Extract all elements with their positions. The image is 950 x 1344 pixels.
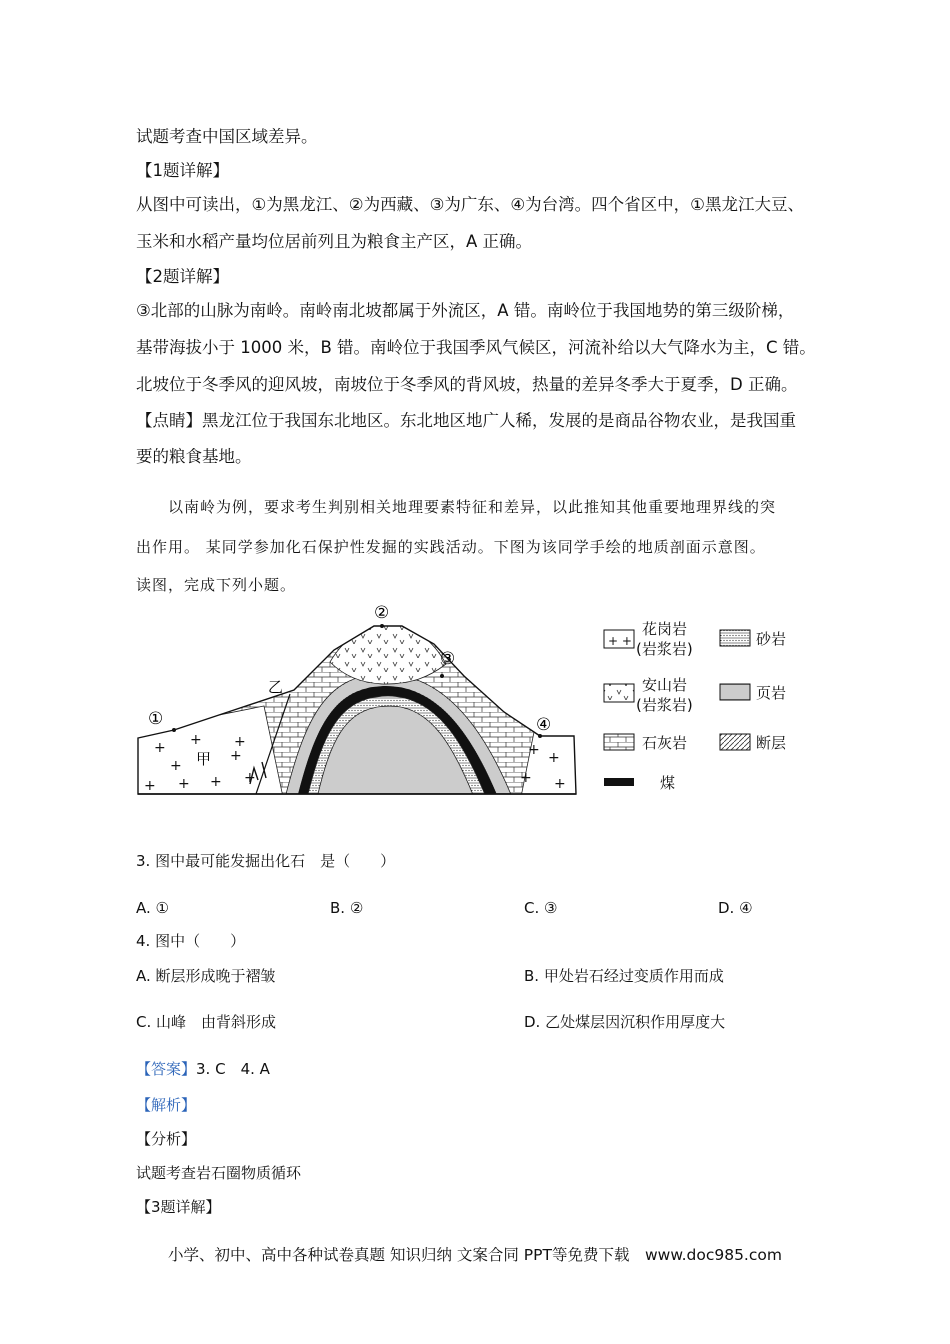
legend-shale: 页岩 xyxy=(756,684,787,702)
paragraph: 要的粮食基地。 xyxy=(136,447,252,466)
analysis-label: 【解析】 xyxy=(136,1096,197,1114)
answer-label: 【答案】 xyxy=(136,1060,197,1078)
legend-andesite: 安山岩 xyxy=(642,676,688,694)
q3-option-c[interactable]: C. ③ xyxy=(524,899,558,917)
answer-text: 3. C 4. A xyxy=(196,1060,270,1078)
geologic-cross-section xyxy=(134,602,814,802)
svg-text:+: + xyxy=(520,770,532,786)
label-yi: 乙 xyxy=(268,678,284,696)
svg-text:+: + xyxy=(548,750,560,766)
svg-text:+: + xyxy=(210,774,222,790)
legend-granite: 花岗岩 xyxy=(642,620,688,638)
svg-text:+ +: + + xyxy=(608,634,632,648)
stem-text: 以南岭为例，要求考生判别相关地理要素特征和差异，以此推知其他重要地理界线的突 xyxy=(168,498,777,516)
legend-fault: 断层 xyxy=(756,734,787,752)
paragraph: 试题考查中国区域差异。 xyxy=(136,127,318,146)
legend-sandstone: 砂岩 xyxy=(756,630,787,648)
svg-text:+: + xyxy=(234,734,246,750)
paragraph: 基带海拔小于 1000 米，B 错。南岭位于我国季风气候区，河流补给以大气降水为主，C 错。 xyxy=(136,338,816,357)
legend-granite-sub: (岩浆岩) xyxy=(636,640,693,658)
marker-2: ② xyxy=(374,603,390,623)
question-3: 3. 图中最可能发掘出化石 是（ ） xyxy=(136,852,396,870)
page-footer: 小学、初中、高中各种试卷真题 知识归纳 文案合同 PPT等免费下载 www.doc985.com xyxy=(168,1246,782,1264)
marker-3: ③ xyxy=(440,649,456,669)
paragraph: ③北部的山脉为南岭。南岭南北坡都属于外流区，A 错。南岭位于我国地势的第三级阶梯， xyxy=(136,301,795,320)
svg-text:+: + xyxy=(170,758,182,774)
q4-option-b[interactable]: B. 甲处岩石经过变质作用而成 xyxy=(524,967,724,985)
q3-option-a[interactable]: A. ① xyxy=(136,899,169,917)
q4-option-c[interactable]: C. 山峰 由背斜形成 xyxy=(136,1013,277,1031)
svg-text:+: + xyxy=(244,770,256,786)
marker-4: ④ xyxy=(536,715,552,735)
paragraph: 从图中可读出，①为黑龙江、②为西藏、③为广东、④为台湾。四个省区中，①黑龙江大豆、 xyxy=(136,195,804,214)
svg-text:+: + xyxy=(528,742,540,758)
q3-option-b[interactable]: B. ② xyxy=(330,899,364,917)
paragraph: 北坡位于冬季风的迎风坡，南坡位于冬季风的背风坡，热量的差异冬季大于夏季，D 正确。 xyxy=(136,375,798,394)
stem-text: 出作用。 某同学参加化石保护性发掘的实践活动。下图为该同学手绘的地质剖面示意图。 xyxy=(136,538,766,556)
paragraph: 玉米和水稻产量均位居前列且为粮食主产区，A 正确。 xyxy=(136,232,533,251)
section-heading: 【1题详解】 xyxy=(136,161,229,180)
q3-option-d[interactable]: D. ④ xyxy=(718,899,753,917)
legend-andesite-sub: (岩浆岩) xyxy=(636,696,693,714)
svg-text:+: + xyxy=(178,776,190,792)
label-jia: 甲 xyxy=(196,750,212,768)
svg-text:+: + xyxy=(554,776,566,792)
paragraph: 【点睛】黑龙江位于我国东北地区。东北地区地广人稀，发展的是商品谷物农业，是我国重 xyxy=(136,411,796,430)
svg-text:+: + xyxy=(230,748,242,764)
fenxi-heading: 【分析】 xyxy=(136,1130,197,1148)
answer-line xyxy=(136,1058,270,1080)
q4-option-a[interactable]: A. 断层形成晚于褶皱 xyxy=(136,967,276,985)
section-heading: 【3题详解】 xyxy=(136,1198,221,1216)
legend-coal: 煤 xyxy=(660,774,676,792)
svg-text:+: + xyxy=(144,778,156,794)
q4-option-d[interactable]: D. 乙处煤层因沉积作用厚度大 xyxy=(524,1013,726,1031)
legend-limestone: 石灰岩 xyxy=(642,734,688,752)
svg-text:+: + xyxy=(190,732,202,748)
question-4: 4. 图中（ ） xyxy=(136,932,246,950)
marker-1: ① xyxy=(148,709,164,729)
paragraph: 试题考查岩石圈物质循环 xyxy=(136,1164,302,1182)
svg-text:+: + xyxy=(154,740,166,756)
section-heading: 【2题详解】 xyxy=(136,267,229,286)
stem-text: 读图，完成下列小题。 xyxy=(136,576,297,594)
